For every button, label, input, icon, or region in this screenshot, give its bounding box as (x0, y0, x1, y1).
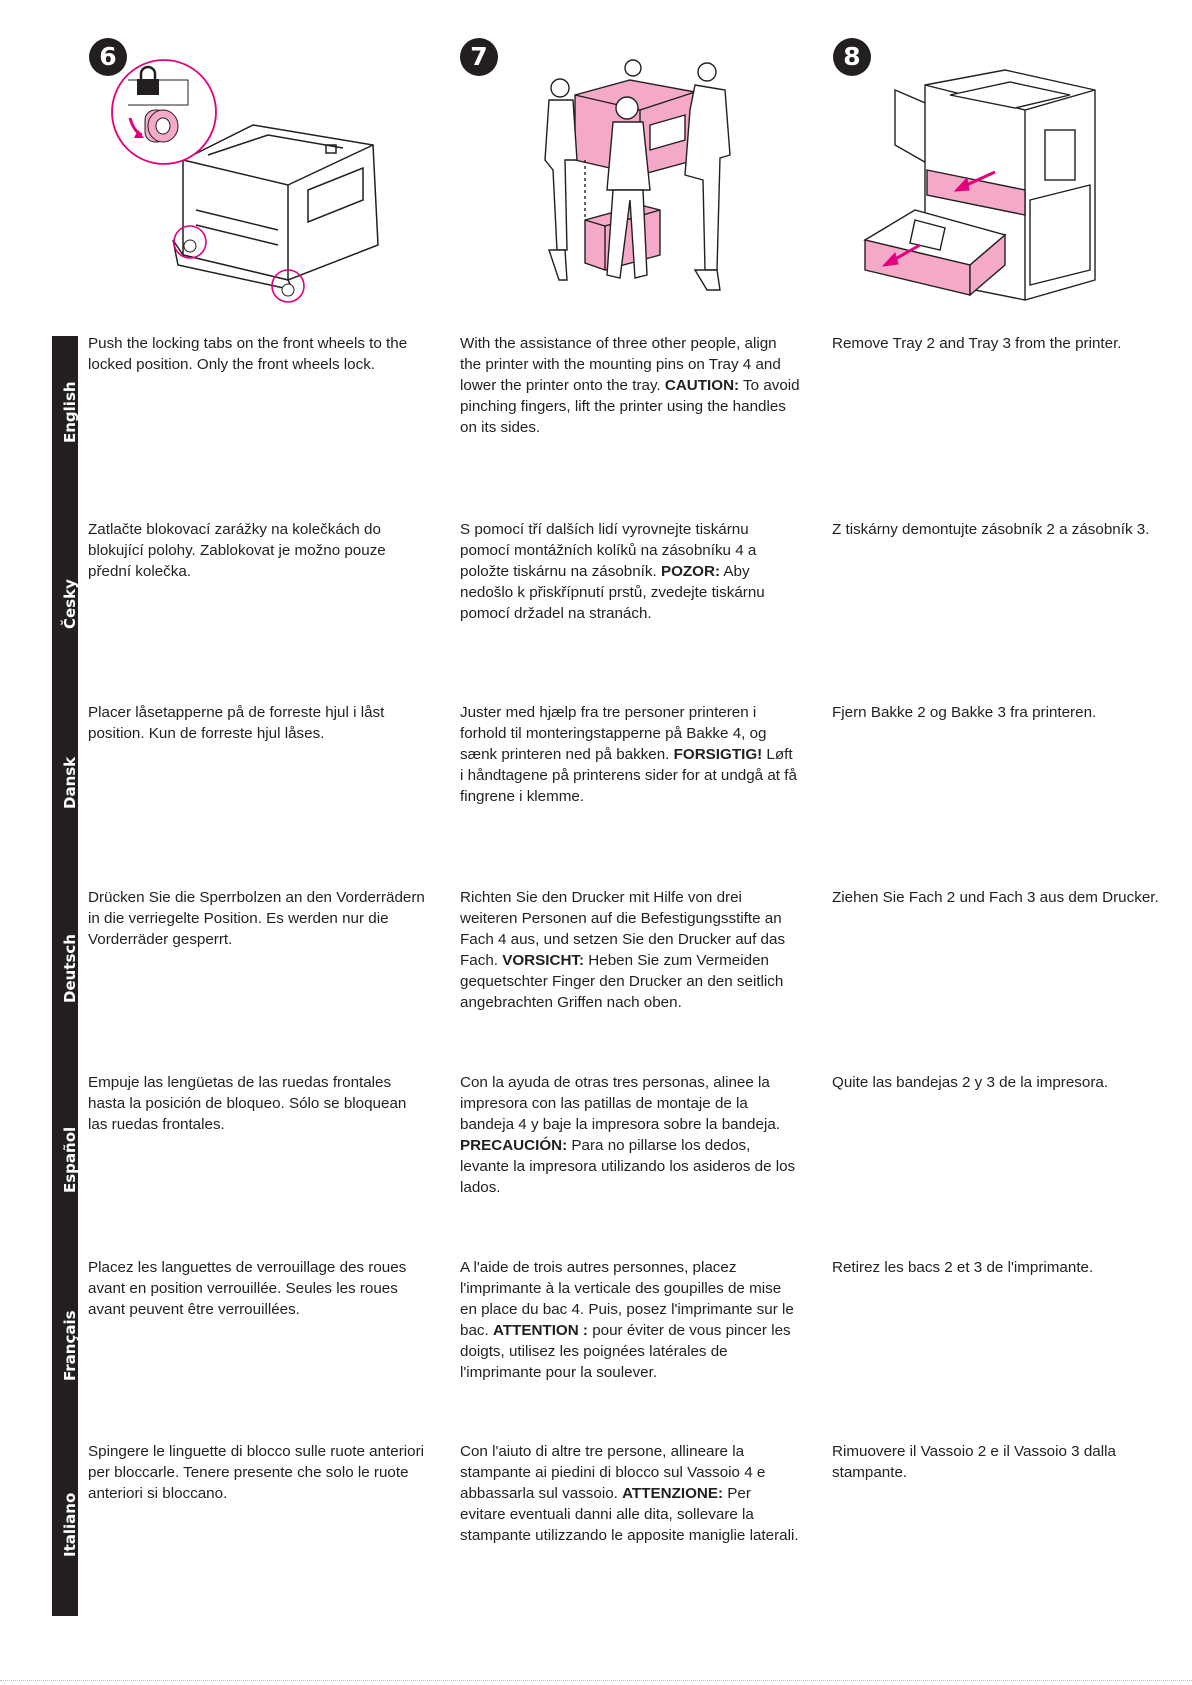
instruction-step6-english: Push the locking tabs on the front wheels to the locked position. Only the front wheels lock. (88, 335, 408, 373)
language-label-italiano: Italiano (61, 1492, 79, 1557)
step-badge-6: 6 (89, 38, 127, 76)
instruction-step8-francais: Retirez les bacs 2 et 3 de l'imprimante. (832, 1259, 1094, 1276)
caution-label: ATTENZIONE: (622, 1485, 724, 1502)
instruction-step7-francais: A l'aide de trois autres personnes, placez l'imprimante à la verticale des goupilles de mise en place du bac 4. Puis, posez l'imprimante sur le bac. ATTENTION : pour éviter de vous pincer les doigts, utilisez les poignées latérales de l'imprimante pour la soulever. (460, 1259, 794, 1381)
instruction-step6-cesky: Zatlačte blokovací zarážky na kolečkách do blokující polohy. Zablokovat je možno pouze přední kolečka. (88, 521, 386, 580)
instruction-step8-cesky: Z tiskárny demontujte zásobník 2 a zásobník 3. (832, 521, 1150, 538)
instruction-step7-deutsch: Richten Sie den Drucker mit Hilfe von drei weiteren Personen auf die Befestigungsstifte an Fach 4 aus, und setzen Sie den Drucker auf das Fach. VORSICHT: Heben Sie zum Vermeiden gequetschter Finger den Drucker an den seitlich angebrachten Griffen nach oben. (460, 889, 786, 1011)
instruction-step8-italiano: Rimuovere il Vassoio 2 e il Vassoio 3 dalla stampante. (832, 1443, 1116, 1481)
instruction-step7-dansk: Juster med hjælp fra tre personer printeren i forhold til monteringstapperne på Bakke 4, og sænk printeren ned på bakken. FORSIGTIG! Løft i håndtagene på printerens sider for at undgå at få fingrene i klemme. (460, 704, 797, 805)
instruction-step7-english: With the assistance of three other people, align the printer with the mounting pins on Tray 4 and lower the printer onto the tray. CAUTION: To avoid pinching fingers, lift the printer using the handles on its sides. (460, 335, 800, 436)
caution-label: PRECAUCIÓN: (460, 1137, 568, 1154)
instruction-step6-italiano: Spingere le linguette di blocco sulle ruote anteriori per bloccarle. Tenere presente che solo le ruote anteriori si bloccano. (88, 1443, 425, 1502)
illustration-remove-trays (855, 50, 1125, 310)
language-label-deutsch: Deutsch (61, 934, 79, 1003)
caution-label: FORSIGTIG! (673, 746, 763, 763)
instruction-step6-dansk: Placer låsetapperne på de forreste hjul i låst position. Kun de forreste hjul låses. (88, 704, 385, 742)
instruction-step8-espanol: Quite las bandejas 2 y 3 de la impresora. (832, 1074, 1109, 1091)
language-label-english: English (61, 381, 79, 443)
illustration-tray-cabinet-wheel-lock (108, 50, 408, 310)
language-label-francais: Français (61, 1310, 79, 1381)
illustration-people-lifting-printer (535, 50, 755, 310)
language-label-dansk: Dansk (61, 756, 79, 809)
step-badge-7: 7 (460, 38, 498, 76)
instruction-step7-espanol: Con la ayuda de otras tres personas, alinee la impresora con las patillas de montaje de la bandeja 4 y baje la impresora sobre la bandeja. PRECAUCIÓN: Para no pillarse los dedos, levante la impresora utilizando los asideros de los lados. (460, 1074, 796, 1196)
instruction-step8-english: Remove Tray 2 and Tray 3 from the printer. (832, 335, 1122, 352)
instruction-step8-deutsch: Ziehen Sie Fach 2 und Fach 3 aus dem Drucker. (832, 889, 1159, 906)
instruction-step7-cesky: S pomocí tří dalších lidí vyrovnejte tiskárnu pomocí montážních kolíků na zásobníku 4 a položte tiskárnu na zásobník. POZOR: Aby nedošlo k přiskřípnutí prstů, zvedejte tiskárnu pomocí držadel na stranách. (460, 521, 765, 622)
caution-label: POZOR: (660, 563, 720, 580)
page-bottom-rule (0, 1680, 1192, 1681)
language-label-espanol: Español (61, 1126, 79, 1193)
instruction-step7-italiano: Con l'aiuto di altre tre persone, allineare la stampante ai piedini di blocco sul Vassoio 4 e abbassarla sul vassoio. ATTENZIONE: Per evitare eventuali danni alle dita, sollevare la stampante utilizzando le apposite maniglie laterali. (460, 1443, 799, 1544)
language-label-cesky: Česky (61, 579, 79, 629)
instruction-step8-dansk: Fjern Bakke 2 og Bakke 3 fra printeren. (832, 704, 1097, 721)
instruction-step6-francais: Placez les languettes de verrouillage des roues avant en position verrouillée. Seules les roues avant peuvent être verrouillées. (88, 1259, 407, 1318)
caution-label: VORSICHT: (502, 952, 585, 969)
instruction-step6-espanol: Empuje las lengüetas de las ruedas frontales hasta la posición de bloqueo. Sólo se bloquean las ruedas frontales. (88, 1074, 407, 1133)
instruction-step6-deutsch: Drücken Sie die Sperrbolzen an den Vorderrädern in die verriegelte Position. Es werden nur die Vorderräder gesperrt. (88, 889, 425, 948)
step-badge-8: 8 (833, 38, 871, 76)
caution-label: CAUTION: (664, 377, 740, 394)
caution-label: ATTENTION : (492, 1322, 588, 1339)
